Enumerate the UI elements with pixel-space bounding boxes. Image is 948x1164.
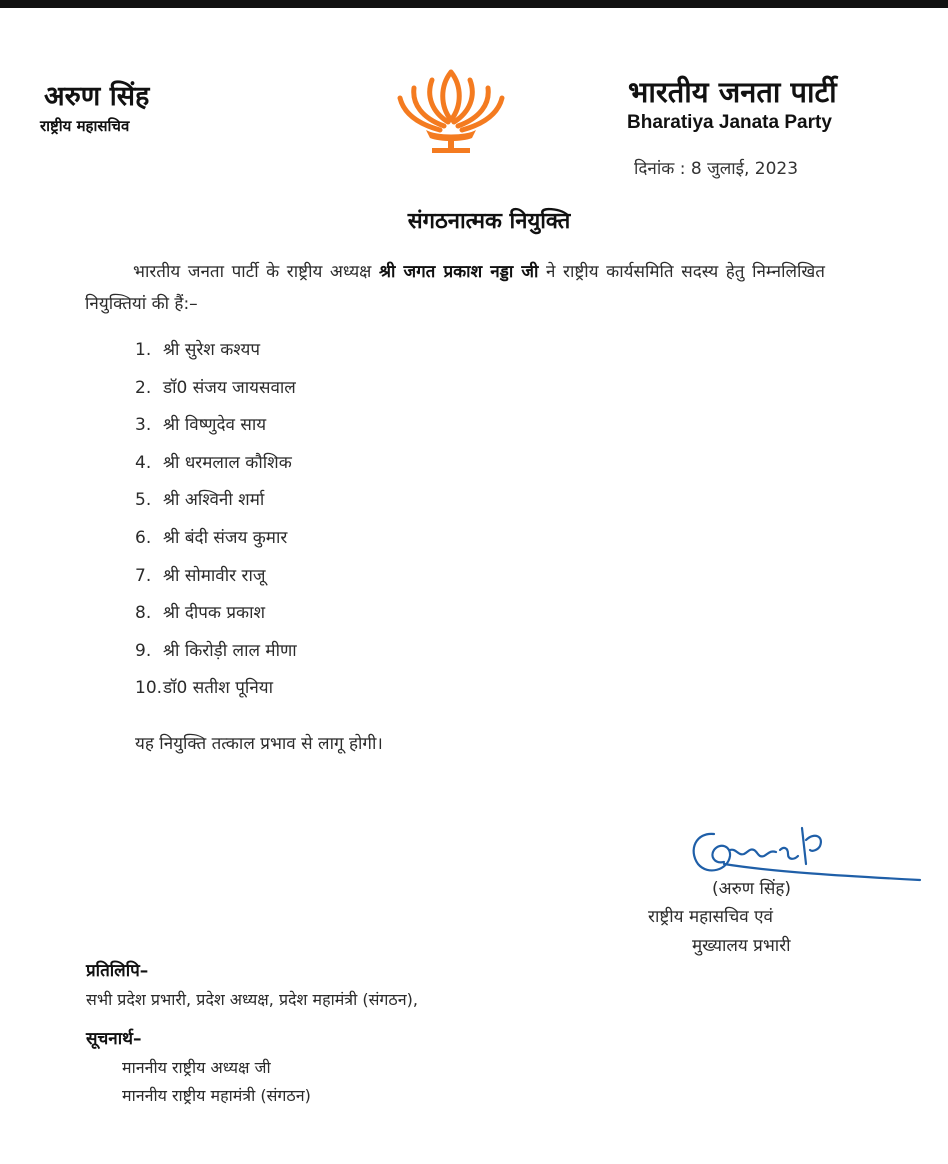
list-item	[135, 638, 297, 676]
letter-date: दिनांक : 8 जुलाई, 2023	[634, 159, 799, 179]
list-item	[135, 487, 297, 525]
appointee-name: श्री अश्विनी शर्मा	[163, 490, 265, 511]
intro-text-start: भारतीय जनता पार्टी के राष्ट्रीय अध्यक्ष	[133, 262, 379, 282]
info-recipient: माननीय राष्ट्रीय अध्यक्ष जी	[122, 1058, 271, 1077]
appointee-name: डॉ0 संजय जायसवाल	[163, 377, 296, 398]
top-border	[0, 0, 948, 8]
intro-text-end: ने राष्ट्रीय कार्यसमिति सदस्य हेतु निम्नलिखित नियुक्तियां की हैं:–	[85, 262, 825, 314]
list-number: 9.	[135, 640, 152, 661]
list-item	[135, 600, 297, 638]
list-number: 8.	[135, 603, 152, 624]
lotus-icon	[392, 64, 510, 156]
letter-intro	[85, 256, 825, 320]
party-name-english: Bharatiya Janata Party	[627, 112, 832, 133]
appointee-name: श्री दीपक प्रकाश	[163, 603, 266, 624]
list-number: 6.	[135, 527, 152, 548]
list-number: 5.	[135, 490, 152, 511]
sender-designation: राष्ट्रीय महासचिव	[40, 117, 130, 135]
signatory-name: (अरुण सिंह)	[712, 879, 792, 899]
copy-to-recipients: सभी प्रदेश प्रभारी, प्रदेश अध्यक्ष, प्रदेश महामंत्री (संगठन),	[86, 990, 418, 1009]
appointee-name: डॉ0 सतीश पूनिया	[163, 678, 274, 699]
party-name-hindi: भारतीय जनता पार्टी	[628, 75, 837, 109]
list-item	[135, 375, 297, 413]
list-number: 1.	[135, 340, 152, 360]
copy-to-heading: प्रतिलिपि–	[86, 961, 149, 981]
appointee-name: श्री धरमलाल कौशिक	[163, 452, 292, 473]
effect-note: यह नियुक्ति तत्काल प्रभाव से लागू होगी।	[135, 734, 383, 754]
for-information-heading: सूचनार्थ–	[86, 1029, 142, 1049]
info-recipient: माननीय राष्ट्रीय महामंत्री (संगठन)	[122, 1086, 311, 1105]
sender-name: अरुण सिंह	[44, 81, 150, 112]
list-item	[135, 563, 297, 601]
list-number: 4.	[135, 452, 152, 473]
list-item	[135, 525, 297, 563]
signatory-charge: मुख्यालय प्रभारी	[692, 936, 791, 956]
list-item	[135, 337, 297, 375]
list-item	[135, 675, 297, 713]
letter-title: संगठनात्मक नियुक्ति	[407, 209, 571, 234]
appointee-name: श्री विष्णुदेव साय	[163, 415, 267, 436]
list-number: 2.	[135, 377, 152, 398]
list-item	[135, 412, 297, 450]
appointee-name: श्री सुरेश कश्यप	[163, 340, 261, 360]
appointee-name: श्री सोमावीर राजू	[163, 565, 266, 586]
appointee-name: श्री किरोड़ी लाल मीणा	[163, 640, 297, 661]
appointee-name: श्री बंदी संजय कुमार	[163, 527, 288, 548]
party-president-name: श्री जगत प्रकाश नड्डा जी	[378, 262, 539, 282]
list-number: 3.	[135, 415, 152, 436]
list-number: 10.	[135, 678, 163, 699]
appointment-list	[135, 337, 297, 713]
list-item	[135, 450, 297, 488]
list-number: 7.	[135, 565, 152, 586]
signatory-designation: राष्ट्रीय महासचिव एवं	[648, 907, 773, 927]
